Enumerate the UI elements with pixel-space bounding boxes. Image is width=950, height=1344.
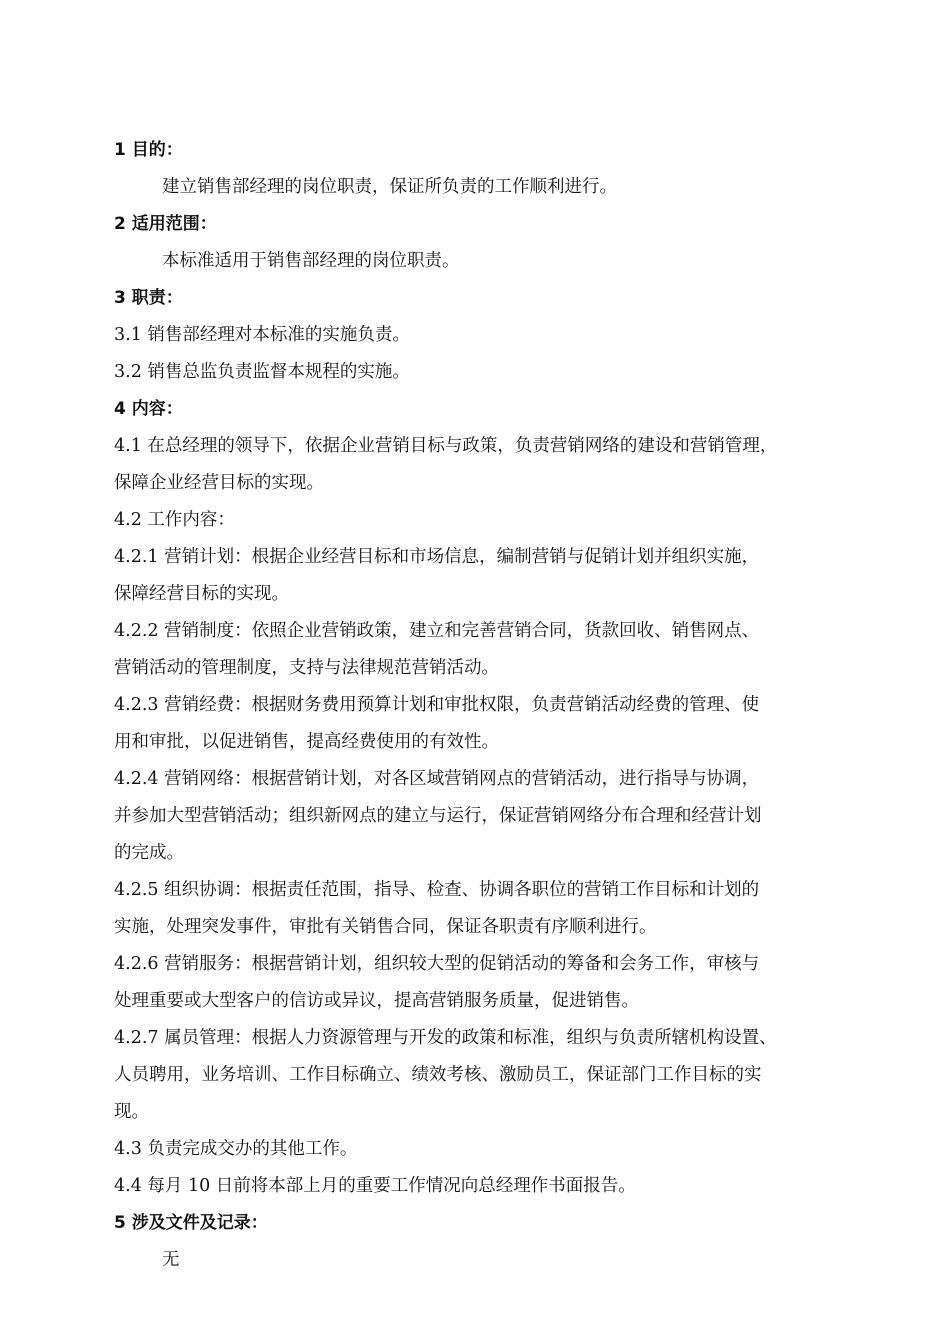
section-4-2-6-line-2: 处理重要或大型客户的信访或异议，提高营销服务质量，促进销售。 [114, 991, 639, 1011]
section-3-1: 3.1 销售部经理对本标准的实施负责。 [114, 325, 410, 345]
section-5-text: 无 [162, 1250, 180, 1270]
section-4-3: 4.3 负责完成交办的其他工作。 [114, 1139, 358, 1159]
section-3-2: 3.2 销售总监负责监督本规程的实施。 [114, 362, 410, 382]
section-2-text: 本标准适用于销售部经理的岗位职责。 [162, 251, 460, 271]
section-4-2-4-line-3: 的完成。 [114, 843, 184, 863]
section-4-2-1-line-1: 4.2.1 营销计划：根据企业经营目标和市场信息，编制营销与促销计划并组织实施， [114, 547, 760, 567]
section-5-heading: 5 涉及文件及记录： [114, 1213, 268, 1233]
section-4-2-7-line-1: 4.2.7 属员管理：根据人力资源管理与开发的政策和标准，组织与负责所辖机构设置、 [114, 1028, 777, 1048]
section-4-4: 4.4 每月 10 日前将本部上月的重要工作情况向总经理作书面报告。 [114, 1176, 636, 1196]
section-4-2-2-line-2: 营销活动的管理制度，支持与法律规范营销活动。 [114, 658, 499, 678]
section-4-2: 4.2 工作内容： [114, 510, 235, 530]
section-4-2-3-line-2: 用和审批，以促进销售，提高经费使用的有效性。 [114, 732, 499, 752]
section-1-text: 建立销售部经理的岗位职责，保证所负责的工作顺利进行。 [162, 177, 617, 197]
section-4-2-5-line-1: 4.2.5 组织协调：根据责任范围，指导、检查、协调各职位的营销工作目标和计划的 [114, 880, 760, 900]
section-4-2-3-line-1: 4.2.3 营销经费：根据财务费用预算计划和审批权限，负责营销活动经费的管理、使 [114, 695, 760, 715]
section-4-2-4-line-2: 并参加大型营销活动；组织新网点的建立与运行，保证营销网络分布合理和经营计划 [114, 806, 762, 826]
section-4-heading: 4 内容： [114, 399, 183, 419]
section-4-1-line-1: 4.1 在总经理的领导下，依据企业营销目标与政策，负责营销网络的建设和营销管理， [114, 436, 778, 456]
section-4-2-1-line-2: 保障经营目标的实现。 [114, 584, 289, 604]
section-4-2-6-line-1: 4.2.6 营销服务：根据营销计划，组织较大型的促销活动的筹备和会务工作，审核与 [114, 954, 760, 974]
section-1-heading: 1 目的： [114, 140, 183, 160]
section-4-2-4-line-1: 4.2.4 营销网络：根据营销计划，对各区域营销网点的营销活动，进行指导与协调， [114, 769, 760, 789]
section-4-2-2-line-1: 4.2.2 营销制度：依照企业营销政策，建立和完善营销合同，货款回收、销售网点、 [114, 621, 760, 641]
section-3-heading: 3 职责： [114, 288, 183, 308]
section-4-1-line-2: 保障企业经营目标的实现。 [114, 473, 324, 493]
section-4-2-7-line-2: 人员聘用，业务培训、工作目标确立、绩效考核、激励员工，保证部门工作目标的实 [114, 1065, 762, 1085]
section-2-heading: 2 适用范围： [114, 214, 217, 234]
section-4-2-7-line-3: 现。 [114, 1102, 149, 1122]
section-4-2-5-line-2: 实施，处理突发事件，审批有关销售合同，保证各职责有序顺利进行。 [114, 917, 657, 937]
